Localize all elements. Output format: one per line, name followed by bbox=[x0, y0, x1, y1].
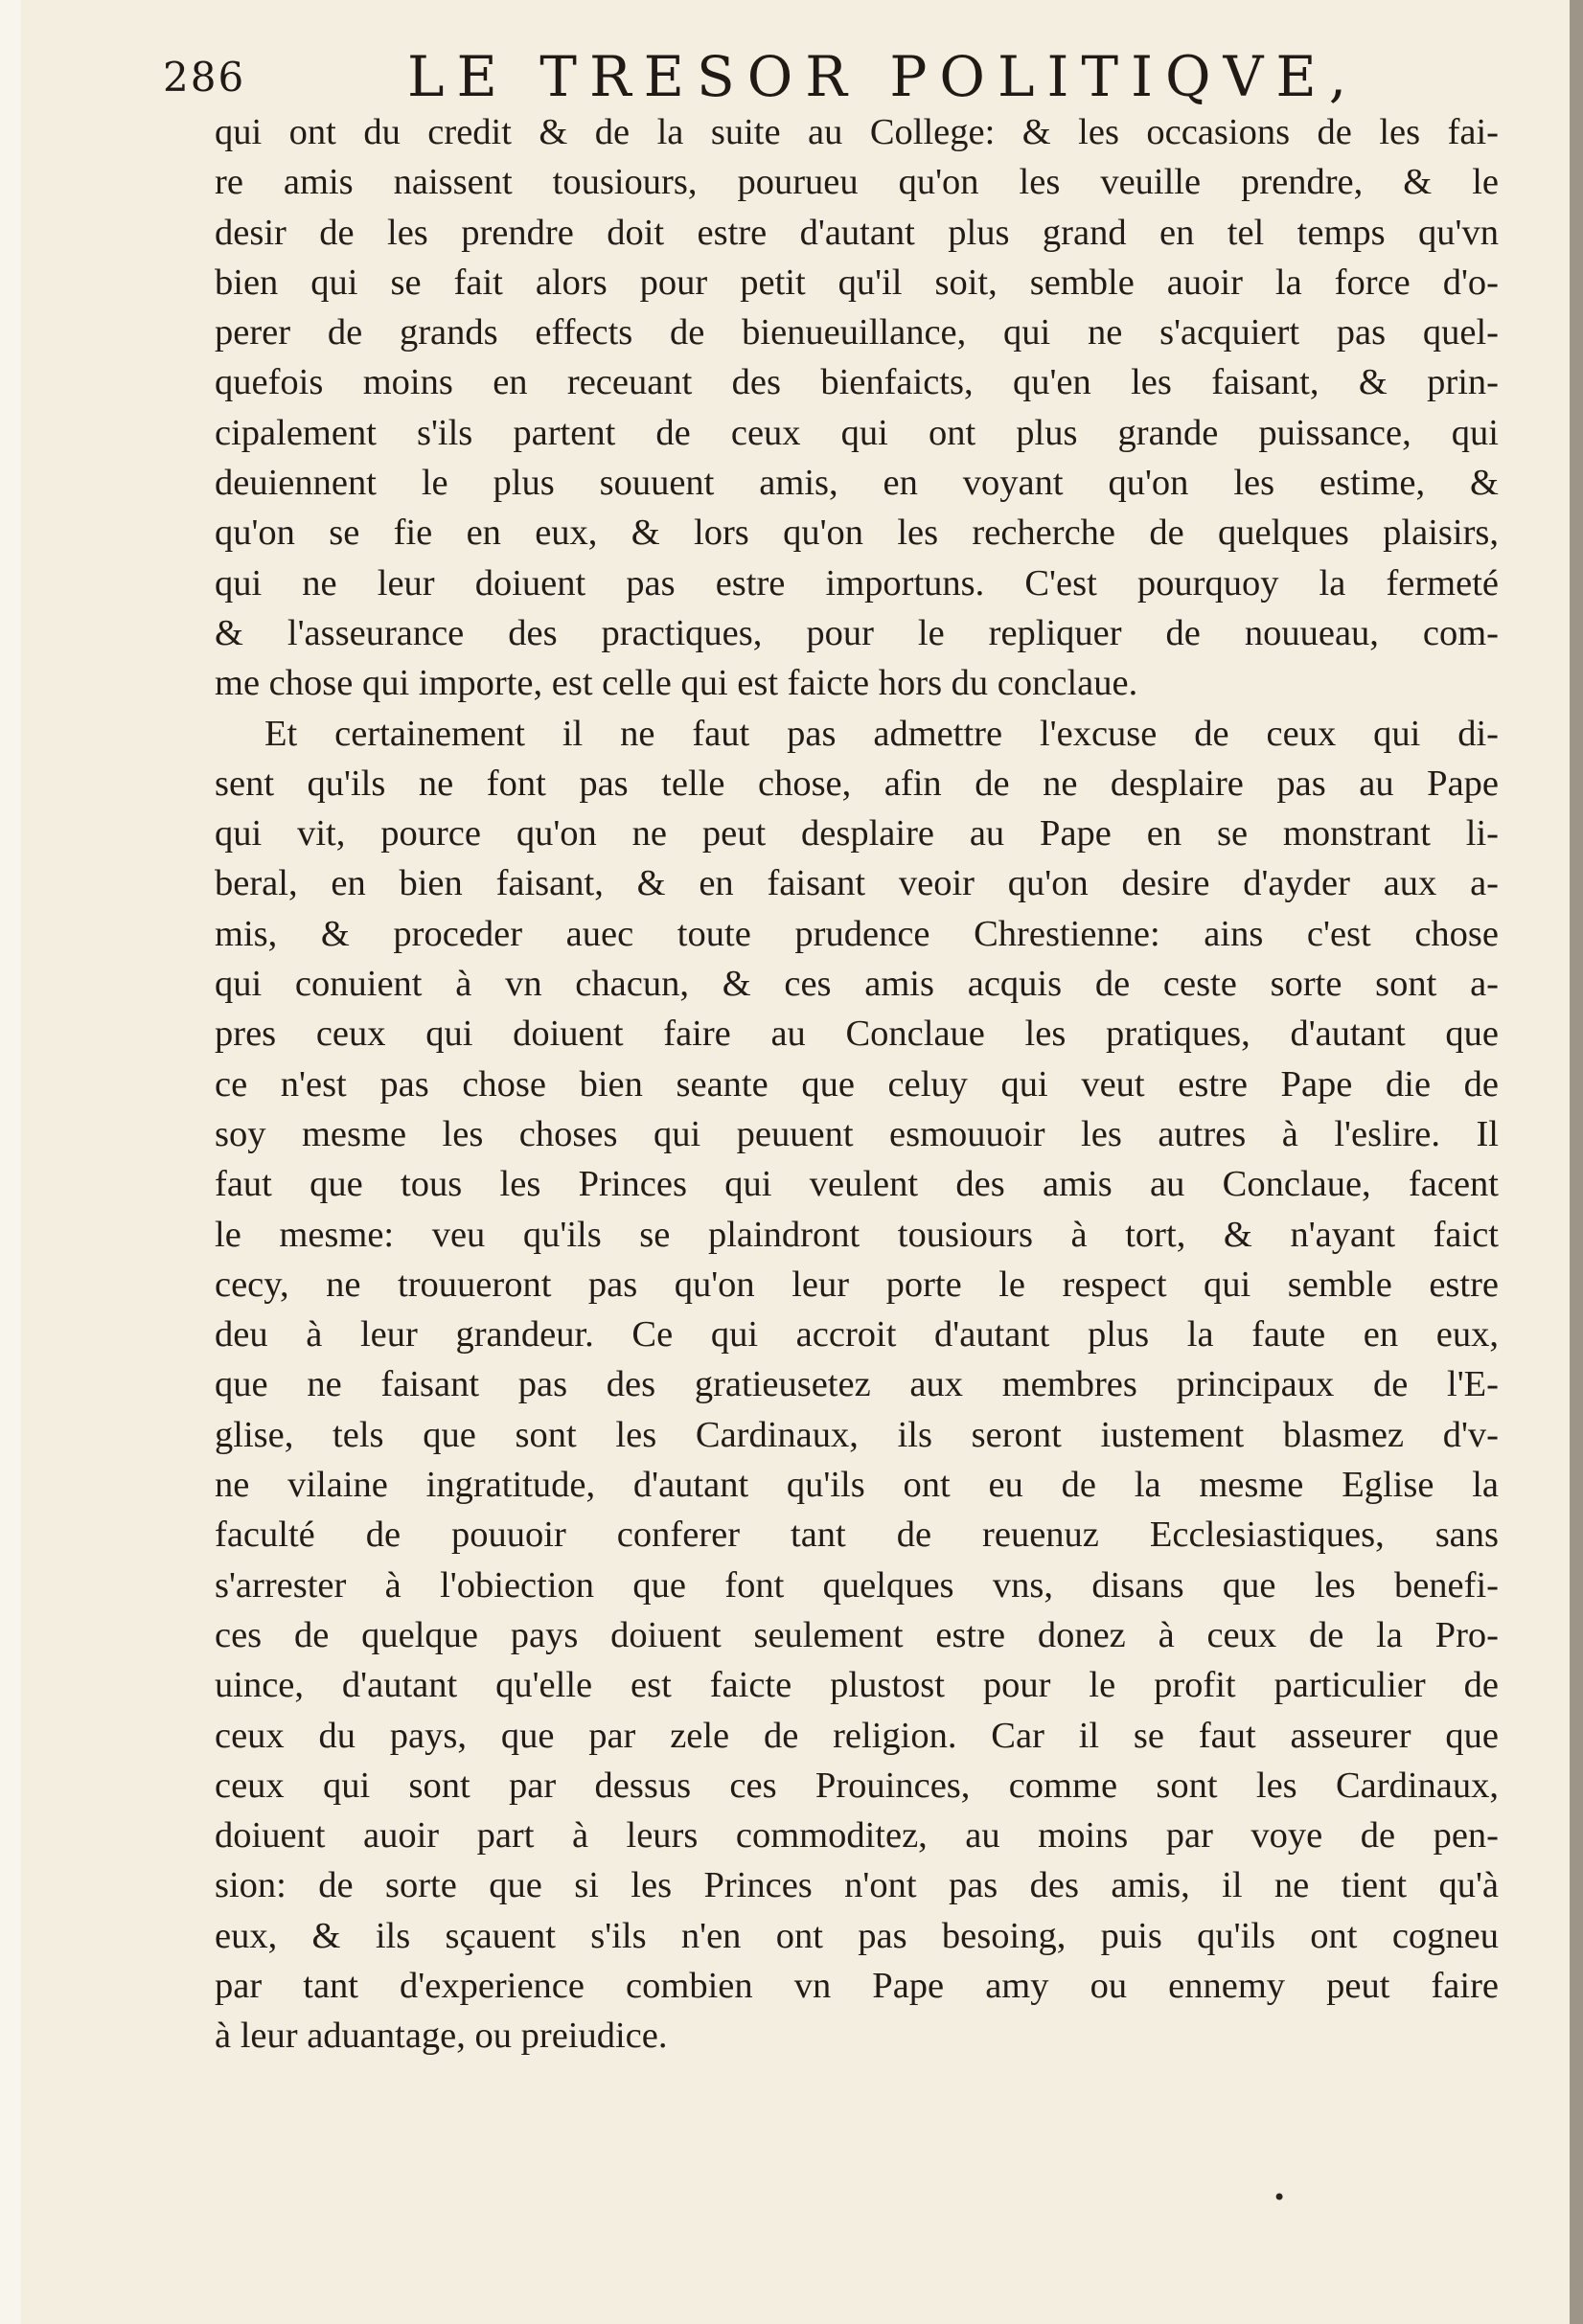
text-line: qui conuient à vn chacun, & ces amis acquis de ceste sorte sont a- bbox=[215, 964, 1499, 1005]
text-line: s'arrester à l'obiection que font quelques vns, disans que les benefi- bbox=[215, 1564, 1499, 1606]
text-line: desir de les prendre doit estre d'autant plus grand en tel temps qu'vn bbox=[215, 212, 1499, 253]
text-line: beral, en bien faisant, & en faisant veoir qu'on desire d'ayder aux a- bbox=[215, 863, 1499, 904]
text-line: deu à leur grandeur. Ce qui accroit d'autant plus la faute en eux, bbox=[215, 1314, 1499, 1356]
text-line: eux, & ils sçauent s'ils n'en ont pas besoing, puis qu'ils ont cogneu bbox=[215, 1915, 1499, 1956]
text-line: me chose qui importe, est celle qui est faicte hors du conclaue. bbox=[215, 663, 1138, 704]
text-line: ces de quelque pays doiuent seulement estre donez à ceux de la Pro- bbox=[215, 1614, 1499, 1655]
page-binding-edge bbox=[1570, 0, 1583, 2324]
body-text bbox=[215, 107, 1499, 2062]
text-line: par tant d'experience combien vn Pape amy ou ennemy peut faire bbox=[215, 1965, 1499, 2006]
text-line: faculté de pouuoir conferer tant de reuenuz Ecclesiastiques, sans bbox=[215, 1515, 1499, 1556]
text-line: que ne faisant pas des gratieusetez aux membres principaux de l'E- bbox=[215, 1364, 1499, 1405]
text-line: glise, tels que sont les Cardinaux, ils seront iustement blasmez d'v- bbox=[215, 1414, 1499, 1455]
text-line: deuiennent le plus souuent amis, en voyant qu'on les estime, & bbox=[215, 463, 1499, 504]
text-line: & l'asseurance des practiques, pour le repliquer de nouueau, com- bbox=[215, 612, 1499, 653]
text-line: re amis naissent tousiours, pourueu qu'on les veuille prendre, & le bbox=[215, 162, 1499, 203]
text-line: perer de grands effects de bienueuillance, qui ne s'acquiert pas quel- bbox=[215, 312, 1499, 353]
running-header bbox=[163, 34, 1504, 111]
text-line: qui ont du credit & de la suite au College: & les occasions de les fai- bbox=[215, 112, 1499, 152]
text-line: le mesme: veu qu'ils se plaindront tousiours à tort, & n'ayant faict bbox=[215, 1214, 1499, 1255]
text-line: ne vilaine ingratitude, d'autant qu'ils ont eu de la mesme Eglise la bbox=[215, 1465, 1499, 1506]
text-line: faut que tous les Princes qui veulent des amis au Conclaue, facent bbox=[215, 1164, 1499, 1205]
text-line: cipalement s'ils partent de ceux qui ont plus grande puissance, qui bbox=[215, 412, 1499, 453]
text-line: ceux qui sont par dessus ces Prouinces, comme sont les Cardinaux, bbox=[215, 1765, 1499, 1806]
text-line: qui ne leur doiuent pas estre importuns. C'est pourquoy la fermeté bbox=[215, 562, 1499, 604]
text-line: mis, & proceder auec toute prudence Chrestienne: ains c'est chose bbox=[215, 913, 1499, 954]
text-line: à leur aduantage, ou preiudice. bbox=[215, 2016, 668, 2057]
text-line: bien qui se fait alors pour petit qu'il soit, semble auoir la force d'o- bbox=[215, 262, 1499, 303]
text-line: cecy, ne trouueront pas qu'on leur porte le respect qui semble estre bbox=[215, 1264, 1499, 1305]
text-line: ceux du pays, que par zele de religion. Car il se faut asseurer que bbox=[215, 1715, 1499, 1756]
text-line: qu'on se fie en eux, & lors qu'on les recherche de quelques plaisirs, bbox=[215, 513, 1499, 554]
text-line: sent qu'ils ne font pas telle chose, afin de ne desplaire pas au Pape bbox=[215, 763, 1499, 804]
text-line: sion: de sorte que si les Princes n'ont pas des amis, il ne tient qu'à bbox=[215, 1865, 1499, 1906]
page-number: 286 bbox=[163, 54, 246, 101]
text-line: uince, d'autant qu'elle est faicte plustost pour le profit particulier de bbox=[215, 1665, 1499, 1706]
page-ornament: • bbox=[1273, 2184, 1287, 2211]
text-line: qui vit, pource qu'on ne peut desplaire au Pape en se monstrant li- bbox=[215, 813, 1499, 854]
text-line: ce n'est pas chose bien seante que celuy qui veut estre Pape die de bbox=[215, 1063, 1499, 1105]
text-line: doiuent auoir part à leurs commoditez, au moins par voye de pen- bbox=[215, 1815, 1499, 1857]
page-left-margin bbox=[0, 0, 21, 2324]
text-line: Et certainement il ne faut pas admettre l'excuse de ceux qui di- bbox=[264, 713, 1499, 754]
book-title: LE TRESOR POLITIQVE, bbox=[407, 44, 1360, 109]
text-line: soy mesme les choses qui peuuent esmouuoir les autres à l'eslire. Il bbox=[215, 1113, 1499, 1154]
text-line: pres ceux qui doiuent faire au Conclaue les pratiques, d'autant que bbox=[215, 1014, 1499, 1055]
text-line: quefois moins en receuant des bienfaicts, qu'en les faisant, & prin- bbox=[215, 362, 1499, 403]
